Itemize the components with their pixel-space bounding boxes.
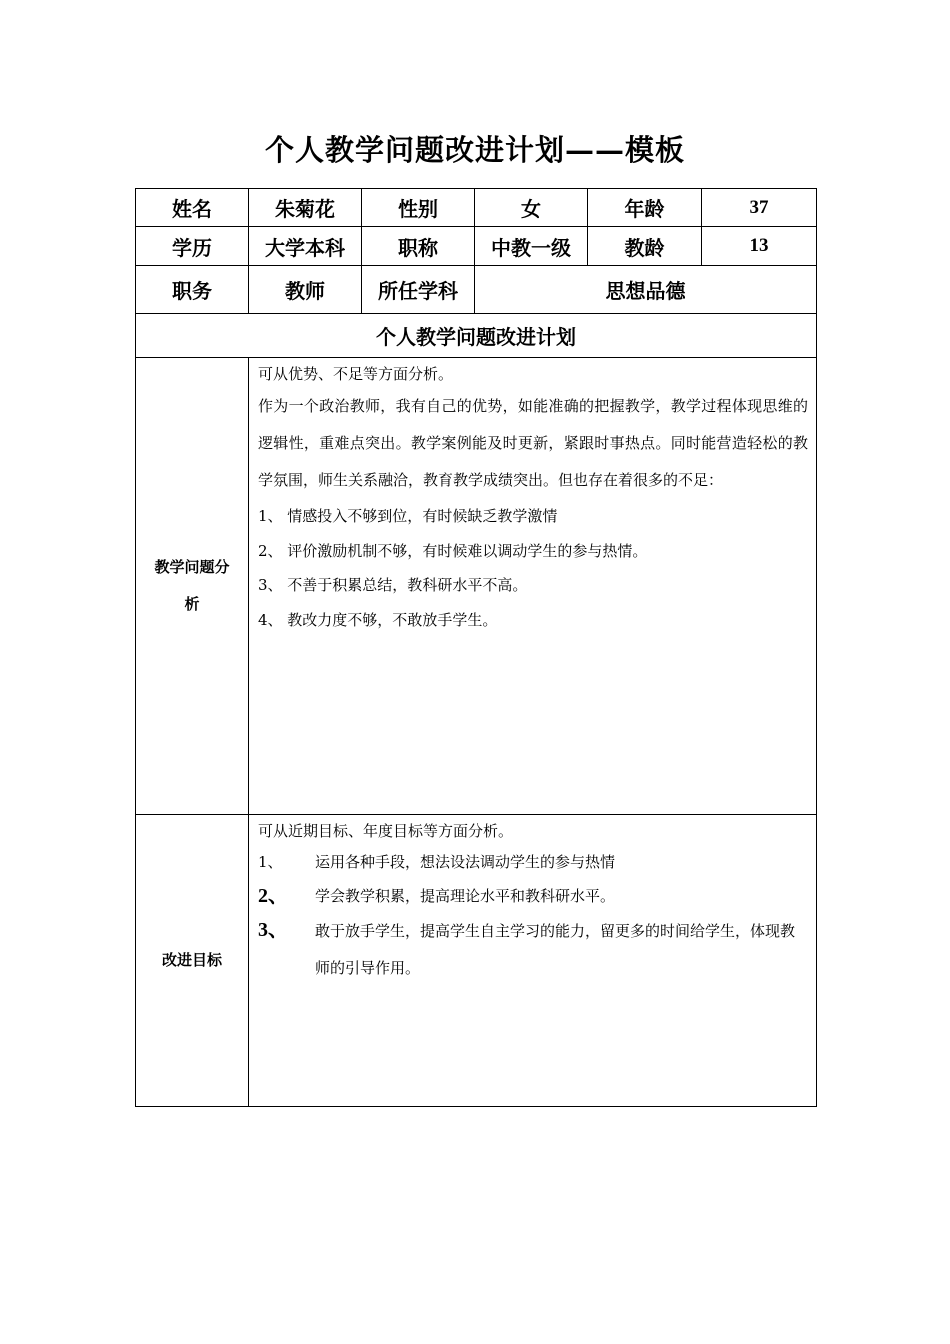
teaching-years-label: 教龄 <box>588 227 702 266</box>
analysis-content <box>249 358 817 815</box>
analysis-paragraph: 作为一个政治教师，我有自己的优势，如能准确的把握教学，教学过程体现思维的逻辑性，重难点突出。教学案例能及时更新，紧跟时事热点。同时能营造轻松的教学氛围，师生关系融洽，教育教学成绩突出。但也存在着很多的不足： <box>258 397 808 489</box>
info-row-2 <box>136 227 817 266</box>
education-label: 学历 <box>136 227 249 266</box>
education-value: 大学本科 <box>249 227 362 266</box>
analysis-row <box>136 358 817 815</box>
goal-text: 学会教学积累，提高理论水平和教科研水平。 <box>315 887 616 905</box>
plan-heading: 个人教学问题改进计划 <box>136 314 817 358</box>
teaching-years-value: 13 <box>702 227 817 266</box>
analysis-label-line2: 析 <box>184 595 200 613</box>
analysis-hint: 可从优势、不足等方面分析。 <box>258 365 454 383</box>
page-title: 个人教学问题改进计划——模板 <box>264 133 685 167</box>
title-label: 职称 <box>362 227 475 266</box>
info-row-3 <box>136 266 817 314</box>
analysis-item: 4、 教改力度不够，不敢放手学生。 <box>258 610 498 629</box>
plan-form-table <box>135 188 817 1107</box>
info-row-1 <box>136 189 817 227</box>
analysis-item: 3、 不善于积累总结，教科研水平不高。 <box>258 576 528 594</box>
subject-value: 思想品德 <box>475 266 817 314</box>
analysis-label-line1: 教学问题分 <box>154 558 230 576</box>
position-label: 职务 <box>136 266 249 314</box>
goal-item <box>258 845 808 879</box>
position-value: 教师 <box>249 266 362 314</box>
age-value: 37 <box>702 189 817 227</box>
analysis-item: 2、 评价激励机制不够，有时候难以调动学生的参与热情。 <box>258 541 648 560</box>
subject-label: 所任学科 <box>362 266 475 314</box>
goal-text: 敢于放手学生，提高学生自主学习的能力，留更多的时间给学生，体现教师的引导作用。 <box>315 922 796 977</box>
goal-number: 3、 <box>258 919 288 941</box>
goal-item <box>258 913 808 987</box>
goals-hint: 可从近期目标、年度目标等方面分析。 <box>258 822 514 840</box>
title-value: 中教一级 <box>475 227 588 266</box>
goal-number: 2、 <box>258 885 288 907</box>
name-label: 姓名 <box>136 189 249 227</box>
gender-value: 女 <box>475 189 588 227</box>
name-value: 朱菊花 <box>249 189 362 227</box>
age-label: 年龄 <box>588 189 702 227</box>
goals-row <box>136 815 817 1107</box>
goal-item <box>258 879 808 913</box>
analysis-item: 1、 情感投入不够到位，有时候缺乏教学激情 <box>258 507 558 525</box>
analysis-label <box>136 358 249 815</box>
goal-number: 1、 <box>258 853 283 871</box>
plan-heading-row <box>136 314 817 358</box>
goals-content <box>249 815 817 1107</box>
goals-label: 改进目标 <box>136 815 249 1107</box>
gender-label: 性别 <box>362 189 475 227</box>
goal-text: 运用各种手段，想法设法调动学生的参与热情 <box>315 853 616 871</box>
